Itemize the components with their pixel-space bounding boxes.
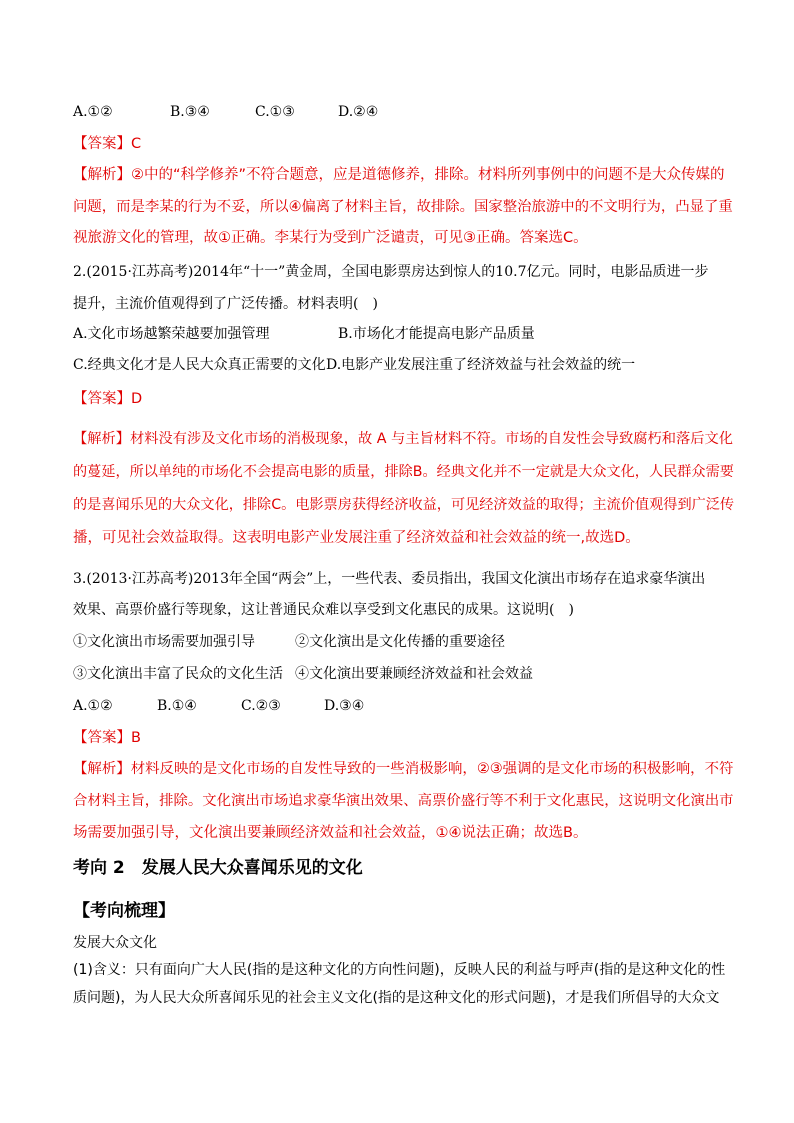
q1-analysis-line-2: 问题，而是李某的行为不妥，所以④偏离了材料主旨，故排除。国家整治旅游中的不文明行为，凸显了重 bbox=[73, 199, 733, 215]
section-topic: 发展大众文化 bbox=[73, 935, 157, 951]
q3-analysis-line-2: 合材料主旨，排除。文化演出市场追求豪华演出效果、高票价盛行等不利于文化惠民，这说明文化演出市 bbox=[73, 793, 734, 809]
q3-analysis-line-3: 场需要加强引导，文化演出要兼顾经济效益和社会效益，①④说法正确；故选B。 bbox=[73, 825, 588, 841]
q3-option-b: B.①④ bbox=[157, 698, 197, 714]
q3-stem-line-1: 3.(2013·江苏高考)2013年全国“两会”上，一些代表、委员指出，我国文化演出市场存在追求豪华演出 bbox=[73, 571, 706, 587]
q1-answer: 【答案】C bbox=[73, 136, 142, 152]
q2-analysis-line-3: 的是喜闻乐见的大众文化，排除C。电影票房获得经济收益，可见经济效益的取得；主流价值观得到广泛传 bbox=[73, 497, 735, 513]
q1-option-b: B.③④ bbox=[170, 104, 210, 120]
q1-option-a: A.①② bbox=[73, 104, 113, 120]
q2-analysis-line-1: 【解析】材料没有涉及文化市场的消极现象，故 A 与主旨材料不符。市场的自发性会导致腐朽和落后文化 bbox=[73, 431, 734, 447]
q3-statement-2: ②文化演出是文化传播的重要途径 bbox=[295, 634, 505, 650]
q3-option-d: D.③④ bbox=[324, 698, 365, 714]
section-subheading: 【考向梳理】 bbox=[73, 901, 175, 921]
q3-stem-line-2: 效果、高票价盛行等现象，这让普通民众难以享受到文化惠民的成果。这说明( ) bbox=[73, 602, 574, 618]
q1-analysis-line-1: 【解析】②中的“科学修养”不符合题意，应是道德修养，排除。材料所列事例中的问题不是大众传媒的 bbox=[73, 167, 725, 183]
q2-stem-line-2: 提升，主流价值观得到了广泛传播。材料表明( ) bbox=[73, 296, 378, 312]
q2-analysis-line-4: 播，可见社会效益取得。这表明电影产业发展注重了经济效益和社会效益的统一,故选D。 bbox=[73, 530, 640, 546]
q2-analysis-line-2: 的蔓延，所以单纯的市场化不会提高电影的质量，排除B。经典文化并不一定就是大众文化，人民群众需要 bbox=[73, 464, 734, 480]
q2-stem-line-1: 2.(2015·江苏高考)2014年“十一”黄金周，全国电影票房达到惊人的10.7亿元。同时，电影品质进一步 bbox=[73, 264, 709, 280]
q2-option-c: C.经典文化才是人民大众真正需要的文化 bbox=[73, 357, 326, 373]
q1-option-c: C.①③ bbox=[255, 104, 295, 120]
section-heading: 考向 2 发展人民大众喜闻乐见的文化 bbox=[73, 858, 363, 878]
section-content-line-1: (1)含义：只有面向广大人民(指的是这种文化的方向性问题)，反映人民的利益与呼声(指的是这种文化的性 bbox=[73, 962, 726, 978]
q3-analysis-line-1: 【解析】材料反映的是文化市场的自发性导致的一些消极影响，②③强调的是文化市场的积极影响，不符 bbox=[73, 761, 734, 777]
q3-option-a: A.①② bbox=[73, 698, 113, 714]
q2-option-d: D.电影产业发展注重了经济效益与社会效益的统一 bbox=[326, 357, 636, 373]
q3-statement-1: ①文化演出市场需要加强引导 bbox=[73, 634, 255, 650]
q3-statement-3: ③文化演出丰富了民众的文化生活 bbox=[73, 666, 283, 682]
q3-option-c: C.②③ bbox=[241, 698, 281, 714]
q2-option-b: B.市场化才能提高电影产品质量 bbox=[338, 326, 535, 342]
section-content-line-2: 质问题)，为人民大众所喜闻乐见的社会主义文化(指的是这种文化的形式问题)，才是我们所倡导的大众文 bbox=[73, 990, 720, 1006]
q1-option-d: D.②④ bbox=[338, 104, 379, 120]
q2-option-a: A.文化市场越繁荣越要加强管理 bbox=[73, 326, 270, 342]
q3-answer: 【答案】B bbox=[73, 730, 141, 746]
q2-answer: 【答案】D bbox=[73, 391, 143, 407]
q3-statement-4: ④文化演出要兼顾经济效益和社会效益 bbox=[295, 666, 533, 682]
q1-analysis-line-3: 视旅游文化的管理，故①正确。李某行为受到广泛谴责，可见③正确。答案选C。 bbox=[73, 230, 588, 246]
